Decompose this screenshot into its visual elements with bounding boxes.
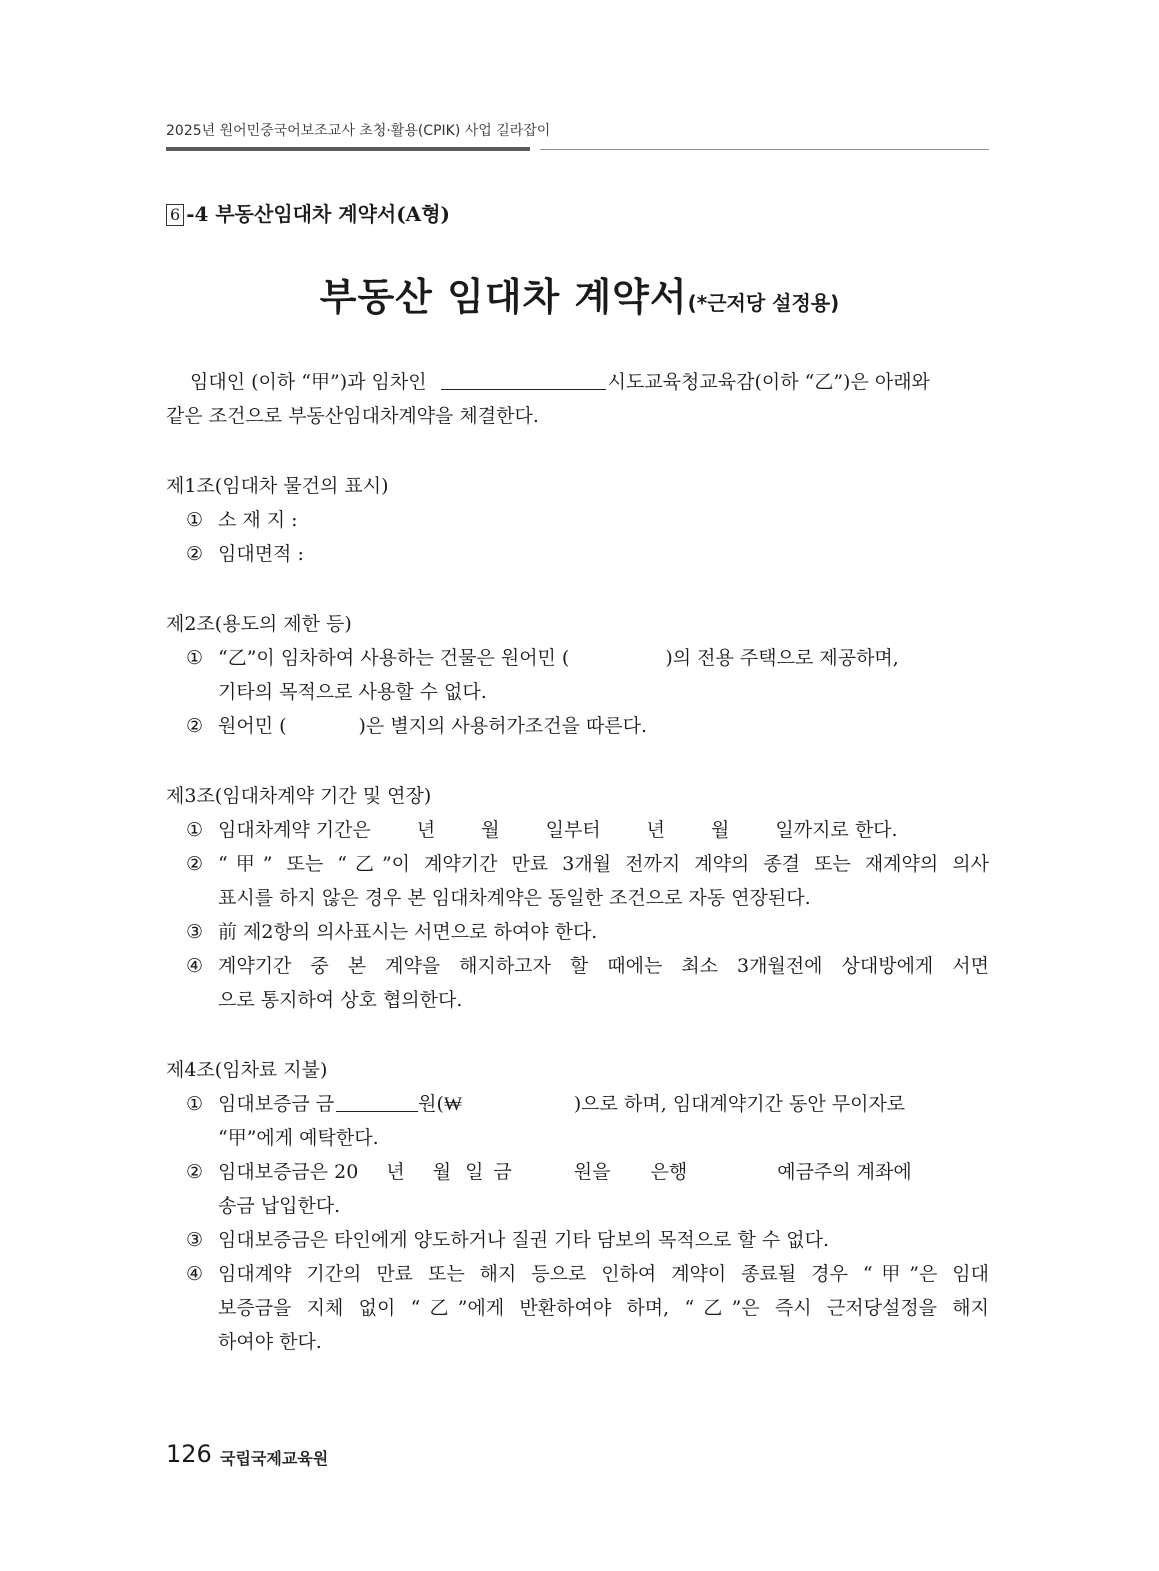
document-title [0, 266, 1159, 321]
intro-text-a: 임대인 (이하 “甲”)과 임차인 [190, 371, 427, 393]
header-rule-thin [540, 149, 989, 150]
article3-heading: 제3조(임대차계약 기간 및 연장) [166, 785, 432, 807]
article3-item-4: ④ 계약기간 중 본 계약을 해지하고자 할 때에는 최소 3개월전에 상대방에게 서면 [186, 955, 989, 977]
article1-item-1: ① 소 재 지 : [186, 509, 298, 531]
page-number: 126 [166, 1440, 212, 1468]
article4-item-4-cont-1: 보증금을 지체 없이 “乙”에게 반환하여야 하며, “乙”은 즉시 근저당설정을 해지 [218, 1297, 989, 1319]
article4-item-4-cont-2: 하여야 한다. [218, 1331, 322, 1353]
intro-text-b: 시도교육청교육감(이하 “乙”)은 아래와 [607, 371, 930, 393]
section-number-box: 6 [166, 204, 184, 226]
article3-item-4-cont: 으로 통지하여 상호 협의한다. [218, 989, 463, 1011]
article4-item-1-cont: “甲”에게 예탁한다. [218, 1127, 379, 1149]
article3-item-3: ③ 前 제2항의 의사표시는 서면으로 하여야 한다. [186, 921, 598, 943]
article4-item-2-cont: 송금 납입한다. [218, 1195, 341, 1217]
intro-line-2: 같은 조건으로 부동산임대차계약을 체결한다. [166, 405, 539, 427]
section-title-text: -4 부동산임대차 계약서(A형) [186, 202, 450, 226]
article2-item-1: ① “乙”이 임차하여 사용하는 건물은 원어민 ( )의 전용 주택으로 제공하며, [186, 647, 899, 669]
publisher-name: 국립국제교육원 [220, 1449, 329, 1468]
section-title [166, 198, 450, 227]
article2-item-1-cont: 기타의 목적으로 사용할 수 없다. [218, 681, 487, 703]
article2-heading: 제2조(용도의 제한 등) [166, 613, 352, 635]
article4-item-1: ① 임대보증금 금 원(₩ )으로 하며, 임대계약기간 동안 무이자로 [186, 1093, 906, 1115]
intro-line-1 [166, 365, 989, 399]
lessee-blank [441, 369, 606, 390]
document-title-sub: (*근저당 설정용) [687, 291, 840, 315]
article2-item-2: ② 원어민 ( )은 별지의 사용허가조건을 따른다. [186, 715, 648, 737]
article3-item-1: ① 임대차계약 기간은 년 월 일부터 년 월 일까지로 한다. [186, 819, 898, 841]
article3-item-2-cont: 표시를 하지 않은 경우 본 임대차계약은 동일한 조건으로 자동 연장된다. [218, 887, 811, 909]
contract-body [166, 365, 989, 1359]
deposit-amount-blank [336, 1091, 418, 1112]
header-rule-thick [166, 147, 530, 151]
article4-item-2: ② 임대보증금은 20 년 월 일 금 원을 은행 예금주의 계좌에 [186, 1161, 912, 1183]
article1-item-2: ② 임대면적 : [186, 543, 304, 565]
article1-heading: 제1조(임대차 물건의 표시) [166, 475, 389, 497]
article4-heading: 제4조(임차료 지불) [166, 1059, 328, 1081]
running-header: 2025년 원어민중국어보조교사 초청·활용(CPIK) 사업 길라잡이 [166, 123, 551, 139]
article4-item-3: ③ 임대보증금은 타인에게 양도하거나 질권 기타 담보의 목적으로 할 수 없다. [186, 1229, 830, 1251]
document-title-main: 부동산 임대차 계약서 [319, 275, 688, 319]
article3-item-2: ② “甲” 또는 “乙”이 계약기간 만료 3개월 전까지 계약의 종결 또는 재계약의 의사 [186, 853, 989, 875]
article4-item-4: ④ 임대계약 기간의 만료 또는 해지 등으로 인하여 계약이 종료될 경우 “甲”은 임대 [186, 1263, 989, 1285]
